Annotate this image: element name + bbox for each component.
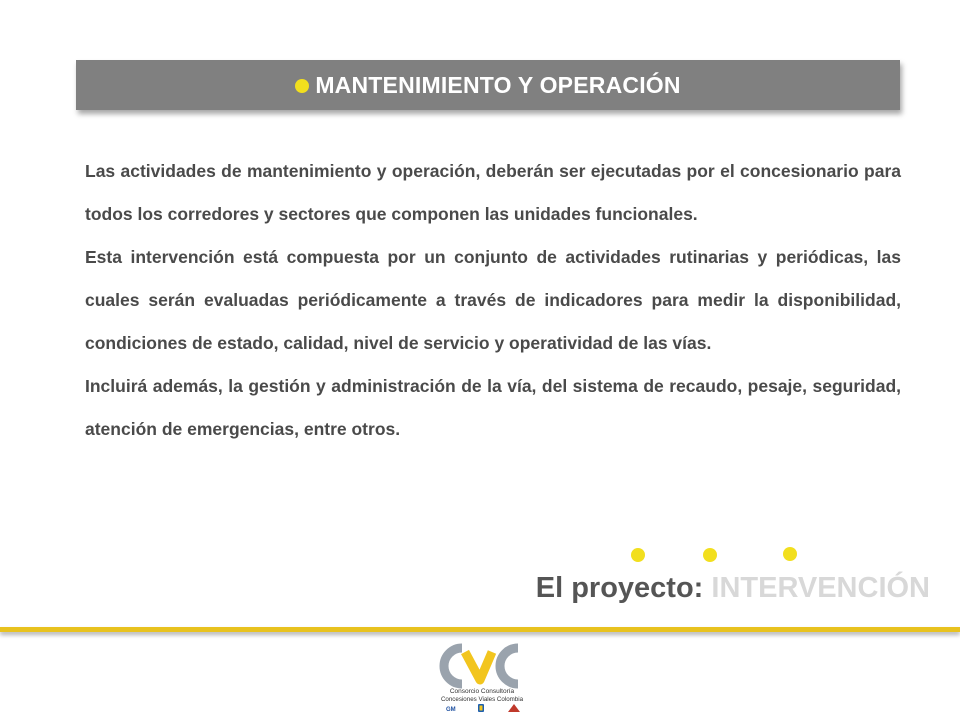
paragraph-1: Las actividades de mantenimiento y operación, deberán ser ejecutadas por el concesionario para todos los corredores y sectores que componen las unidades funcionales. (85, 161, 901, 224)
logo-line-1: Consorcio Consultoría (449, 688, 515, 695)
footer-title-accent: INTERVENCIÓN (711, 572, 930, 604)
decorative-dot-icon (783, 547, 797, 561)
decorative-dot-icon (703, 548, 717, 562)
cvc-logo-icon (432, 640, 532, 714)
logo-line-2: Concesiones Viales Colombia (440, 696, 524, 703)
section-title: MANTENIMIENTO Y OPERACIÓN (315, 71, 681, 98)
company-logo (432, 640, 532, 714)
footer-title-prefix: El proyecto: (535, 572, 712, 604)
paragraph-3: Incluirá además, la gestión y administración de la vía, del sistema de recaudo, pesaje, seguridad, atención de emergencias, entre otros. (85, 376, 901, 439)
footer-divider (0, 627, 960, 632)
slide-footer-title (536, 572, 930, 605)
body-text (85, 150, 901, 451)
paragraph-2: Esta intervención está compuesta por un conjunto de actividades rutinarias y periódicas, las cuales serán evaluadas periódicamente a través de indicadores para medir la disponibilidad, condiciones de estado, calidad, nivel de servicio y operatividad de las vías. (85, 247, 901, 353)
decorative-dot-icon (631, 548, 645, 562)
partner-logo-triangle-icon (508, 704, 520, 712)
partner-logo-gm: GM (446, 707, 456, 713)
bullet-dot-icon (295, 79, 309, 93)
section-header-bar (76, 60, 900, 110)
